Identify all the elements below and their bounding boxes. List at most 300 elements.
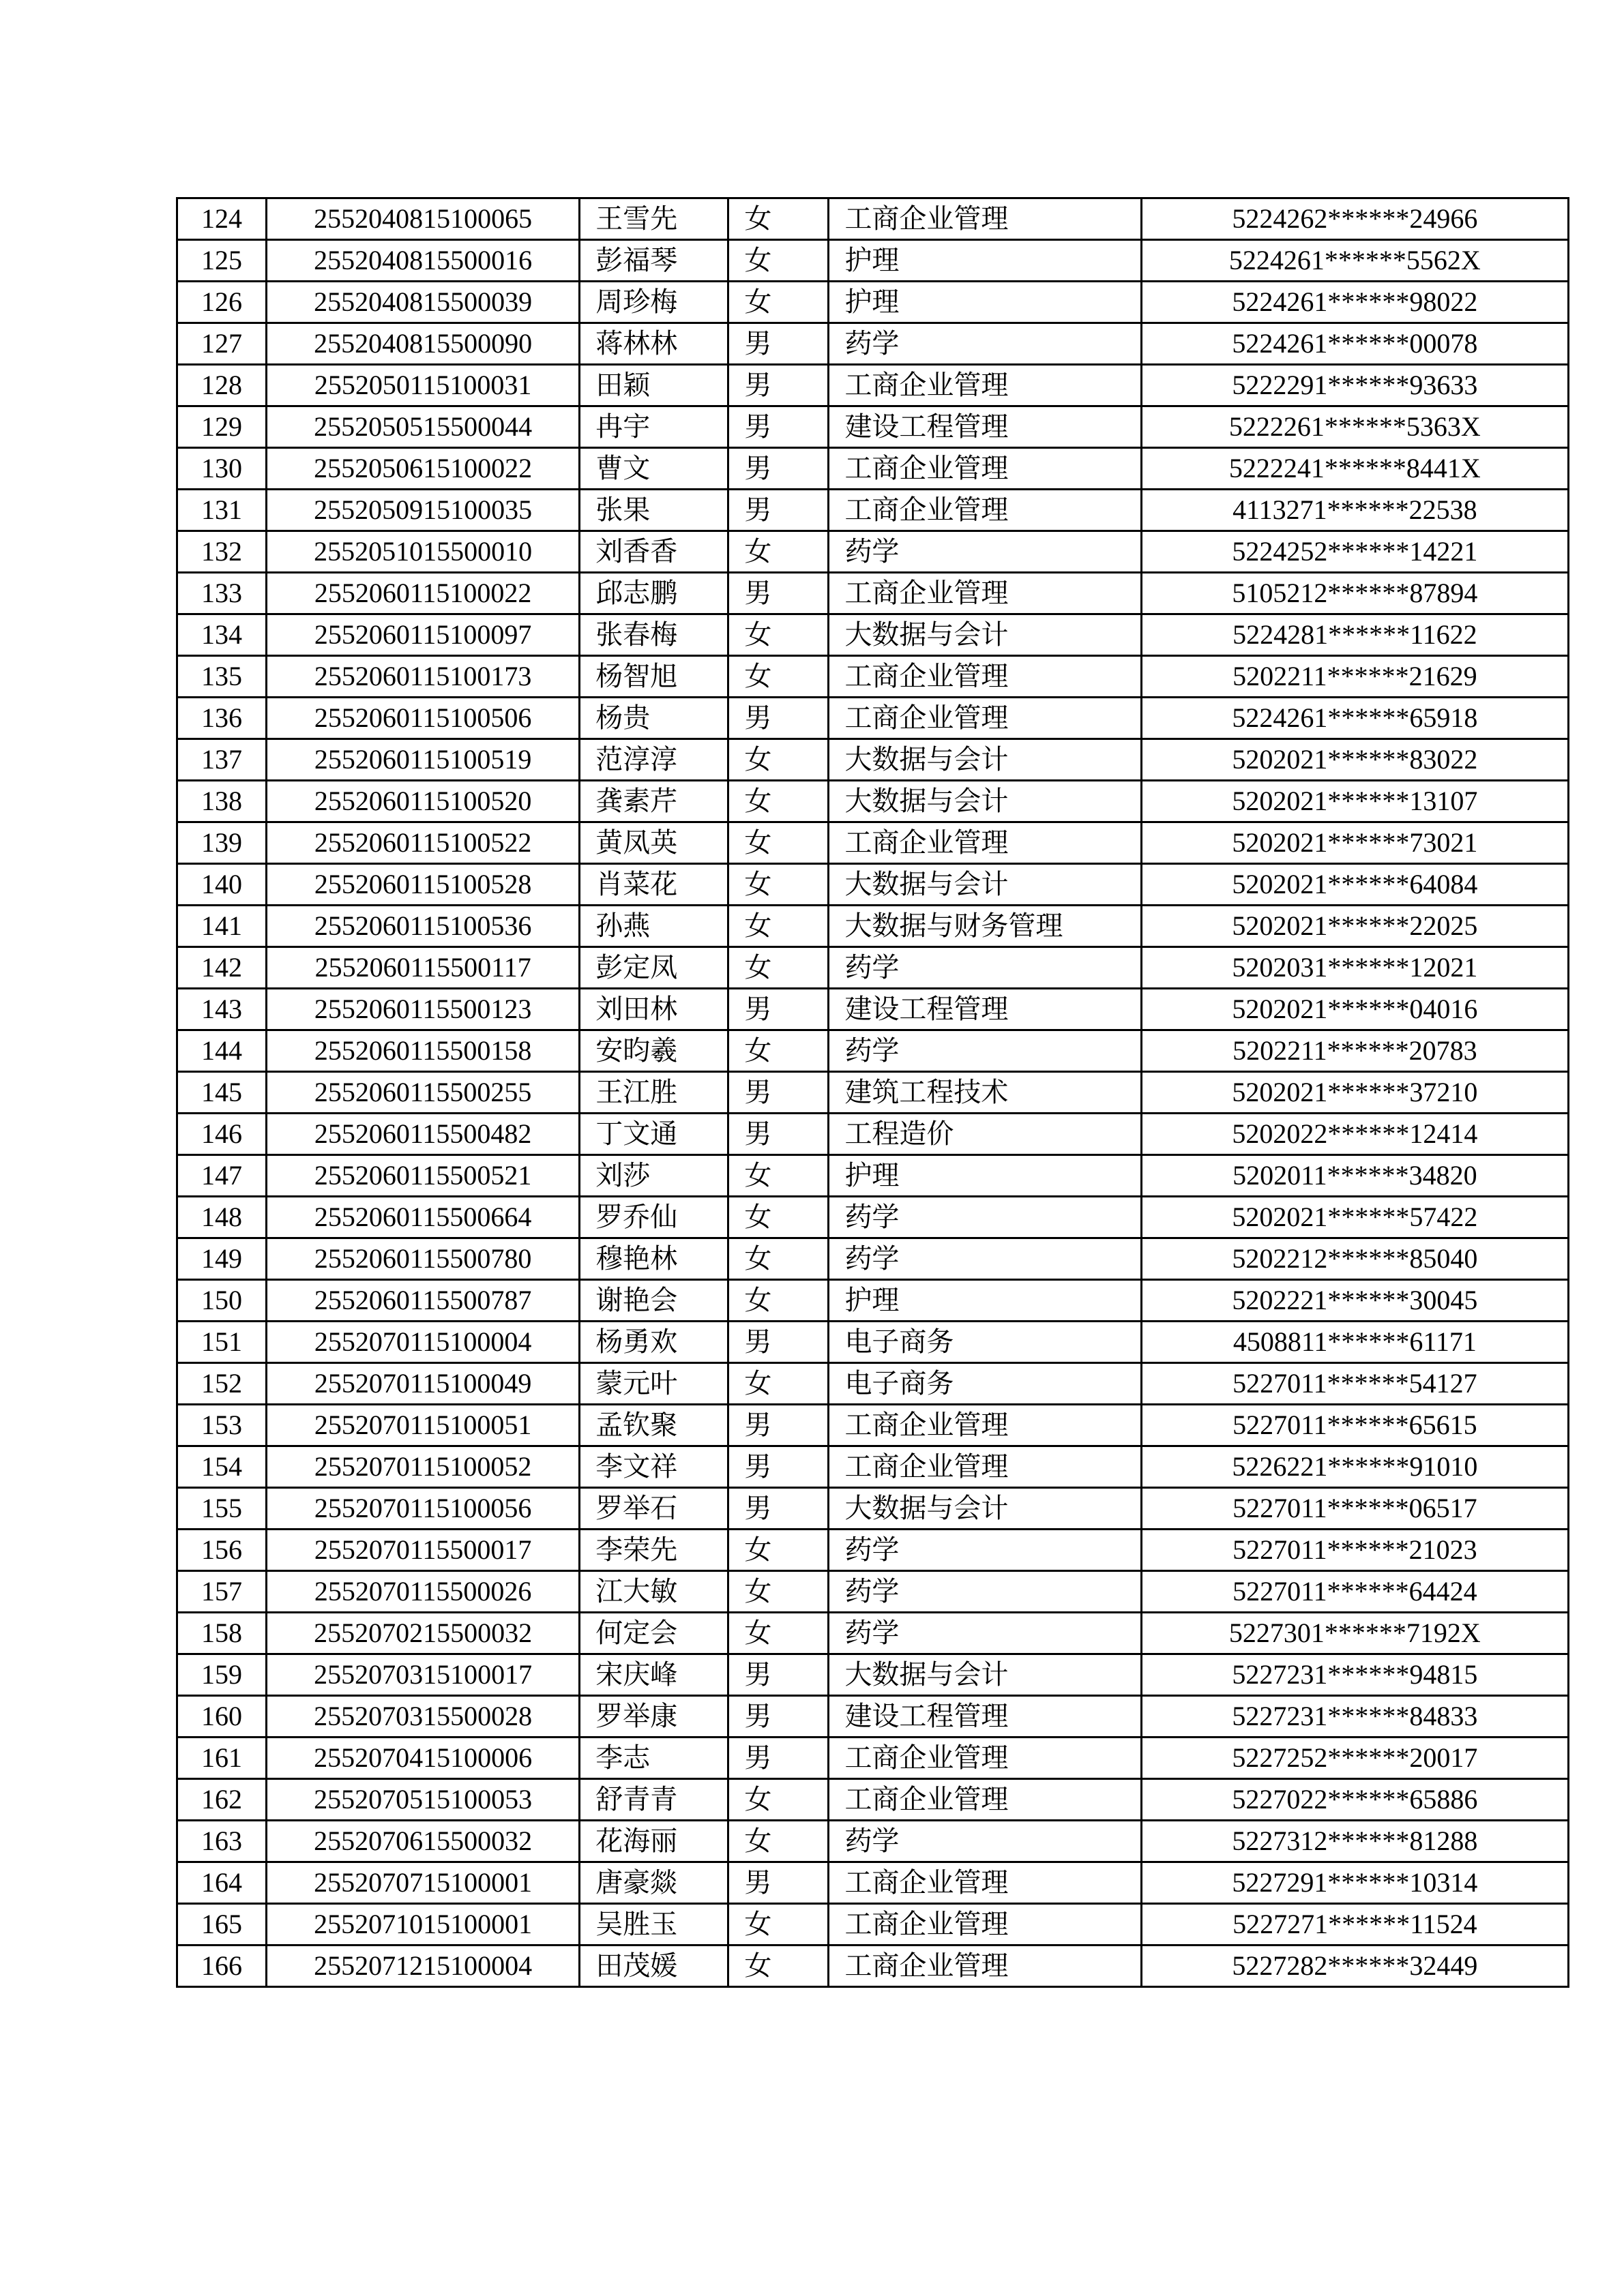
- cell-major: 工商企业管理: [829, 1738, 1141, 1779]
- cell-major: 工商企业管理: [829, 365, 1141, 406]
- cell-name: 罗举康: [580, 1696, 728, 1738]
- cell-gender: 女: [728, 1821, 829, 1862]
- table-row: [177, 240, 1569, 282]
- cell-id-number: 5227011******65615: [1141, 1405, 1568, 1446]
- cell-exam-number: 2552060115100506: [267, 698, 580, 739]
- cell-major: 大数据与会计: [829, 614, 1141, 656]
- table-row: [177, 365, 1569, 406]
- cell-id-number: 5202011******34820: [1141, 1155, 1568, 1197]
- cell-major: 药学: [829, 323, 1141, 365]
- cell-gender: 男: [728, 573, 829, 614]
- cell-major: 护理: [829, 282, 1141, 323]
- cell-id-number: 5224262******24966: [1141, 198, 1568, 240]
- cell-index: 135: [177, 656, 267, 698]
- cell-exam-number: 2552070115100056: [267, 1488, 580, 1530]
- table-row: [177, 406, 1569, 448]
- cell-index: 164: [177, 1862, 267, 1904]
- cell-major: 工商企业管理: [829, 822, 1141, 864]
- cell-index: 166: [177, 1945, 267, 1987]
- cell-id-number: 4508811******61171: [1141, 1322, 1568, 1363]
- cell-name: 黄凤英: [580, 822, 728, 864]
- cell-id-number: 5227252******20017: [1141, 1738, 1568, 1779]
- cell-name: 谢艳会: [580, 1280, 728, 1322]
- cell-exam-number: 2552040815100065: [267, 198, 580, 240]
- cell-index: 138: [177, 781, 267, 822]
- cell-gender: 女: [728, 1779, 829, 1821]
- cell-gender: 女: [728, 1945, 829, 1987]
- cell-index: 125: [177, 240, 267, 282]
- cell-index: 141: [177, 906, 267, 947]
- cell-gender: 男: [728, 698, 829, 739]
- cell-exam-number: 2552050515500044: [267, 406, 580, 448]
- cell-name: 杨智旭: [580, 656, 728, 698]
- table-row: [177, 1571, 1569, 1613]
- cell-major: 工商企业管理: [829, 1405, 1141, 1446]
- cell-gender: 男: [728, 1114, 829, 1155]
- cell-major: 建筑工程技术: [829, 1072, 1141, 1114]
- cell-index: 152: [177, 1363, 267, 1405]
- cell-major: 建设工程管理: [829, 1696, 1141, 1738]
- cell-exam-number: 2552060115500787: [267, 1280, 580, 1322]
- cell-name: 龚素芹: [580, 781, 728, 822]
- cell-major: 大数据与会计: [829, 864, 1141, 906]
- cell-name: 罗举石: [580, 1488, 728, 1530]
- table-row: [177, 1280, 1569, 1322]
- cell-gender: 女: [728, 282, 829, 323]
- cell-id-number: 5224281******11622: [1141, 614, 1568, 656]
- cell-id-number: 5227291******10314: [1141, 1862, 1568, 1904]
- cell-id-number: 5224261******98022: [1141, 282, 1568, 323]
- cell-name: 周珍梅: [580, 282, 728, 323]
- cell-id-number: 5227301******7192X: [1141, 1613, 1568, 1654]
- cell-index: 161: [177, 1738, 267, 1779]
- cell-major: 大数据与会计: [829, 1654, 1141, 1696]
- table-row: [177, 864, 1569, 906]
- table-row: [177, 1405, 1569, 1446]
- cell-exam-number: 2552040815500090: [267, 323, 580, 365]
- table-row: [177, 1779, 1569, 1821]
- table-row: [177, 531, 1569, 573]
- cell-id-number: 5227022******65886: [1141, 1779, 1568, 1821]
- cell-name: 孙燕: [580, 906, 728, 947]
- table-row: [177, 1862, 1569, 1904]
- cell-exam-number: 2552060115100022: [267, 573, 580, 614]
- cell-name: 李文祥: [580, 1446, 728, 1488]
- cell-exam-number: 2552070115500026: [267, 1571, 580, 1613]
- table-row: [177, 490, 1569, 531]
- cell-id-number: 5105212******87894: [1141, 573, 1568, 614]
- cell-gender: 女: [728, 781, 829, 822]
- cell-index: 129: [177, 406, 267, 448]
- table-row: [177, 448, 1569, 490]
- cell-gender: 女: [728, 1030, 829, 1072]
- cell-gender: 女: [728, 1155, 829, 1197]
- cell-name: 田茂媛: [580, 1945, 728, 1987]
- cell-index: 149: [177, 1238, 267, 1280]
- table-row: [177, 1197, 1569, 1238]
- table-row: [177, 1821, 1569, 1862]
- cell-name: 彭福琴: [580, 240, 728, 282]
- cell-major: 工商企业管理: [829, 490, 1141, 531]
- cell-major: 工商企业管理: [829, 1779, 1141, 1821]
- cell-gender: 女: [728, 1613, 829, 1654]
- cell-index: 131: [177, 490, 267, 531]
- cell-gender: 女: [728, 1238, 829, 1280]
- table-row: [177, 1363, 1569, 1405]
- table-row: [177, 906, 1569, 947]
- table-row: [177, 656, 1569, 698]
- cell-major: 药学: [829, 947, 1141, 989]
- cell-gender: 女: [728, 947, 829, 989]
- cell-name: 邱志鹏: [580, 573, 728, 614]
- cell-gender: 男: [728, 1072, 829, 1114]
- cell-index: 163: [177, 1821, 267, 1862]
- cell-index: 128: [177, 365, 267, 406]
- student-list-table: [176, 197, 1569, 1988]
- cell-major: 护理: [829, 240, 1141, 282]
- cell-exam-number: 2552060115500664: [267, 1197, 580, 1238]
- cell-major: 工程造价: [829, 1114, 1141, 1155]
- cell-major: 建设工程管理: [829, 989, 1141, 1030]
- cell-major: 工商企业管理: [829, 698, 1141, 739]
- cell-exam-number: 2552060115500780: [267, 1238, 580, 1280]
- cell-index: 143: [177, 989, 267, 1030]
- cell-gender: 男: [728, 1405, 829, 1446]
- table-row: [177, 822, 1569, 864]
- cell-exam-number: 2552071215100004: [267, 1945, 580, 1987]
- cell-exam-number: 2552070115500017: [267, 1530, 580, 1571]
- cell-name: 刘香香: [580, 531, 728, 573]
- table-row: [177, 1030, 1569, 1072]
- cell-gender: 女: [728, 531, 829, 573]
- cell-major: 电子商务: [829, 1363, 1141, 1405]
- cell-exam-number: 2552060115100097: [267, 614, 580, 656]
- cell-exam-number: 2552060115500482: [267, 1114, 580, 1155]
- cell-gender: 男: [728, 1322, 829, 1363]
- cell-gender: 男: [728, 1488, 829, 1530]
- cell-exam-number: 2552070215500032: [267, 1613, 580, 1654]
- table-row: [177, 1238, 1569, 1280]
- cell-exam-number: 2552040815500016: [267, 240, 580, 282]
- cell-id-number: 5202021******64084: [1141, 864, 1568, 906]
- table-row: [177, 1945, 1569, 1987]
- cell-gender: 女: [728, 864, 829, 906]
- table-row: [177, 1114, 1569, 1155]
- cell-exam-number: 2552060115500521: [267, 1155, 580, 1197]
- cell-major: 药学: [829, 1571, 1141, 1613]
- cell-exam-number: 2552060115100536: [267, 906, 580, 947]
- cell-index: 159: [177, 1654, 267, 1696]
- table-row: [177, 698, 1569, 739]
- cell-exam-number: 2552070715100001: [267, 1862, 580, 1904]
- cell-major: 工商企业管理: [829, 1862, 1141, 1904]
- cell-gender: 男: [728, 1862, 829, 1904]
- cell-name: 吴胜玉: [580, 1904, 728, 1945]
- cell-exam-number: 2552060115100519: [267, 739, 580, 781]
- cell-name: 王江胜: [580, 1072, 728, 1114]
- cell-index: 126: [177, 282, 267, 323]
- cell-gender: 女: [728, 198, 829, 240]
- cell-exam-number: 2552070315100017: [267, 1654, 580, 1696]
- table-row: [177, 1696, 1569, 1738]
- cell-exam-number: 2552071015100001: [267, 1904, 580, 1945]
- table-row: [177, 1738, 1569, 1779]
- cell-exam-number: 2552050115100031: [267, 365, 580, 406]
- cell-id-number: 5224261******00078: [1141, 323, 1568, 365]
- table-row: [177, 947, 1569, 989]
- cell-gender: 女: [728, 656, 829, 698]
- cell-major: 工商企业管理: [829, 656, 1141, 698]
- cell-index: 137: [177, 739, 267, 781]
- cell-gender: 男: [728, 490, 829, 531]
- cell-major: 药学: [829, 1197, 1141, 1238]
- table-row: [177, 1072, 1569, 1114]
- cell-id-number: 5227011******06517: [1141, 1488, 1568, 1530]
- cell-id-number: 5227312******81288: [1141, 1821, 1568, 1862]
- cell-major: 药学: [829, 1238, 1141, 1280]
- cell-id-number: 4113271******22538: [1141, 490, 1568, 531]
- cell-id-number: 5227231******84833: [1141, 1696, 1568, 1738]
- table-row: [177, 282, 1569, 323]
- table-row: [177, 1322, 1569, 1363]
- cell-name: 曹文: [580, 448, 728, 490]
- cell-id-number: 5202031******12021: [1141, 947, 1568, 989]
- cell-major: 大数据与会计: [829, 781, 1141, 822]
- cell-index: 147: [177, 1155, 267, 1197]
- cell-exam-number: 2552060115500123: [267, 989, 580, 1030]
- table-row: [177, 1904, 1569, 1945]
- cell-exam-number: 2552060115100528: [267, 864, 580, 906]
- cell-index: 134: [177, 614, 267, 656]
- cell-gender: 男: [728, 989, 829, 1030]
- cell-index: 150: [177, 1280, 267, 1322]
- cell-id-number: 5202021******13107: [1141, 781, 1568, 822]
- cell-id-number: 5222241******8441X: [1141, 448, 1568, 490]
- cell-major: 电子商务: [829, 1322, 1141, 1363]
- cell-id-number: 5227231******94815: [1141, 1654, 1568, 1696]
- cell-name: 刘莎: [580, 1155, 728, 1197]
- cell-name: 花海丽: [580, 1821, 728, 1862]
- cell-id-number: 5202021******22025: [1141, 906, 1568, 947]
- table-row: [177, 323, 1569, 365]
- cell-name: 罗乔仙: [580, 1197, 728, 1238]
- cell-major: 药学: [829, 1030, 1141, 1072]
- table-row: [177, 739, 1569, 781]
- cell-id-number: 5202021******73021: [1141, 822, 1568, 864]
- cell-name: 冉宇: [580, 406, 728, 448]
- cell-name: 孟钦聚: [580, 1405, 728, 1446]
- cell-major: 大数据与会计: [829, 739, 1141, 781]
- cell-major: 工商企业管理: [829, 1945, 1141, 1987]
- cell-exam-number: 2552050615100022: [267, 448, 580, 490]
- cell-id-number: 5222261******5363X: [1141, 406, 1568, 448]
- cell-id-number: 5202021******83022: [1141, 739, 1568, 781]
- cell-name: 张果: [580, 490, 728, 531]
- cell-gender: 女: [728, 1530, 829, 1571]
- cell-index: 144: [177, 1030, 267, 1072]
- cell-index: 156: [177, 1530, 267, 1571]
- cell-id-number: 5227011******64424: [1141, 1571, 1568, 1613]
- cell-exam-number: 2552060115100522: [267, 822, 580, 864]
- cell-exam-number: 2552070615500032: [267, 1821, 580, 1862]
- cell-gender: 男: [728, 1654, 829, 1696]
- cell-gender: 女: [728, 1197, 829, 1238]
- cell-index: 162: [177, 1779, 267, 1821]
- table-row: [177, 1446, 1569, 1488]
- cell-index: 148: [177, 1197, 267, 1238]
- cell-id-number: 5227271******11524: [1141, 1904, 1568, 1945]
- cell-name: 田颖: [580, 365, 728, 406]
- cell-gender: 女: [728, 1571, 829, 1613]
- cell-major: 药学: [829, 1821, 1141, 1862]
- cell-id-number: 5202221******30045: [1141, 1280, 1568, 1322]
- cell-index: 136: [177, 698, 267, 739]
- table-row: [177, 1155, 1569, 1197]
- cell-exam-number: 2552070315500028: [267, 1696, 580, 1738]
- cell-gender: 女: [728, 906, 829, 947]
- table-row: [177, 1530, 1569, 1571]
- cell-exam-number: 2552070515100053: [267, 1779, 580, 1821]
- cell-index: 157: [177, 1571, 267, 1613]
- table-row: [177, 781, 1569, 822]
- cell-exam-number: 2552040815500039: [267, 282, 580, 323]
- table-body: [177, 198, 1569, 1987]
- cell-major: 工商企业管理: [829, 198, 1141, 240]
- cell-gender: 男: [728, 323, 829, 365]
- cell-gender: 男: [728, 1446, 829, 1488]
- cell-exam-number: 2552060115100173: [267, 656, 580, 698]
- cell-index: 151: [177, 1322, 267, 1363]
- cell-major: 护理: [829, 1280, 1141, 1322]
- cell-gender: 女: [728, 1904, 829, 1945]
- cell-index: 142: [177, 947, 267, 989]
- table-row: [177, 1488, 1569, 1530]
- cell-exam-number: 2552051015500010: [267, 531, 580, 573]
- table-row: [177, 1654, 1569, 1696]
- cell-exam-number: 2552070115100004: [267, 1322, 580, 1363]
- cell-name: 舒青青: [580, 1779, 728, 1821]
- cell-major: 护理: [829, 1155, 1141, 1197]
- cell-index: 146: [177, 1114, 267, 1155]
- cell-id-number: 5202022******12414: [1141, 1114, 1568, 1155]
- cell-index: 130: [177, 448, 267, 490]
- cell-major: 药学: [829, 1530, 1141, 1571]
- cell-gender: 男: [728, 406, 829, 448]
- cell-index: 155: [177, 1488, 267, 1530]
- cell-name: 杨勇欢: [580, 1322, 728, 1363]
- cell-name: 何定会: [580, 1613, 728, 1654]
- cell-exam-number: 2552070115100052: [267, 1446, 580, 1488]
- cell-name: 范淳淳: [580, 739, 728, 781]
- cell-gender: 男: [728, 1696, 829, 1738]
- cell-index: 124: [177, 198, 267, 240]
- cell-id-number: 5222291******93633: [1141, 365, 1568, 406]
- table-row: [177, 989, 1569, 1030]
- table-row: [177, 1613, 1569, 1654]
- cell-name: 肖菜花: [580, 864, 728, 906]
- cell-id-number: 5202212******85040: [1141, 1238, 1568, 1280]
- cell-gender: 女: [728, 1280, 829, 1322]
- cell-id-number: 5227011******21023: [1141, 1530, 1568, 1571]
- cell-name: 江大敏: [580, 1571, 728, 1613]
- cell-name: 刘田林: [580, 989, 728, 1030]
- cell-exam-number: 2552070115100049: [267, 1363, 580, 1405]
- table-row: [177, 198, 1569, 240]
- cell-gender: 女: [728, 240, 829, 282]
- cell-id-number: 5224261******5562X: [1141, 240, 1568, 282]
- cell-id-number: 5226221******91010: [1141, 1446, 1568, 1488]
- cell-exam-number: 2552060115100520: [267, 781, 580, 822]
- cell-index: 153: [177, 1405, 267, 1446]
- cell-gender: 男: [728, 1738, 829, 1779]
- cell-gender: 女: [728, 1363, 829, 1405]
- cell-gender: 男: [728, 448, 829, 490]
- cell-major: 药学: [829, 531, 1141, 573]
- cell-name: 蒋林林: [580, 323, 728, 365]
- cell-index: 139: [177, 822, 267, 864]
- cell-major: 建设工程管理: [829, 406, 1141, 448]
- cell-gender: 女: [728, 739, 829, 781]
- cell-name: 穆艳林: [580, 1238, 728, 1280]
- table-row: [177, 573, 1569, 614]
- cell-exam-number: 2552060115500158: [267, 1030, 580, 1072]
- cell-major: 大数据与财务管理: [829, 906, 1141, 947]
- cell-index: 133: [177, 573, 267, 614]
- cell-index: 127: [177, 323, 267, 365]
- cell-major: 工商企业管理: [829, 448, 1141, 490]
- cell-name: 彭定凤: [580, 947, 728, 989]
- cell-name: 王雪先: [580, 198, 728, 240]
- cell-major: 工商企业管理: [829, 1446, 1141, 1488]
- cell-major: 大数据与会计: [829, 1488, 1141, 1530]
- cell-exam-number: 2552060115500255: [267, 1072, 580, 1114]
- cell-exam-number: 2552070115100051: [267, 1405, 580, 1446]
- cell-id-number: 5227282******32449: [1141, 1945, 1568, 1987]
- cell-name: 宋庆峰: [580, 1654, 728, 1696]
- cell-major: 药学: [829, 1613, 1141, 1654]
- cell-name: 杨贵: [580, 698, 728, 739]
- cell-index: 158: [177, 1613, 267, 1654]
- cell-exam-number: 2552050915100035: [267, 490, 580, 531]
- cell-id-number: 5227011******54127: [1141, 1363, 1568, 1405]
- cell-gender: 女: [728, 822, 829, 864]
- cell-exam-number: 2552060115500117: [267, 947, 580, 989]
- cell-name: 李荣先: [580, 1530, 728, 1571]
- cell-name: 蒙元叶: [580, 1363, 728, 1405]
- cell-exam-number: 2552070415100006: [267, 1738, 580, 1779]
- cell-major: 工商企业管理: [829, 1904, 1141, 1945]
- table-row: [177, 614, 1569, 656]
- cell-id-number: 5202021******04016: [1141, 989, 1568, 1030]
- cell-name: 丁文通: [580, 1114, 728, 1155]
- cell-name: 安昀羲: [580, 1030, 728, 1072]
- cell-index: 145: [177, 1072, 267, 1114]
- cell-index: 160: [177, 1696, 267, 1738]
- cell-id-number: 5202211******20783: [1141, 1030, 1568, 1072]
- cell-name: 唐豪燚: [580, 1862, 728, 1904]
- cell-id-number: 5202021******57422: [1141, 1197, 1568, 1238]
- cell-index: 132: [177, 531, 267, 573]
- cell-id-number: 5202211******21629: [1141, 656, 1568, 698]
- cell-index: 154: [177, 1446, 267, 1488]
- cell-major: 工商企业管理: [829, 573, 1141, 614]
- cell-index: 140: [177, 864, 267, 906]
- cell-id-number: 5224261******65918: [1141, 698, 1568, 739]
- cell-index: 165: [177, 1904, 267, 1945]
- cell-name: 李志: [580, 1738, 728, 1779]
- cell-id-number: 5224252******14221: [1141, 531, 1568, 573]
- cell-id-number: 5202021******37210: [1141, 1072, 1568, 1114]
